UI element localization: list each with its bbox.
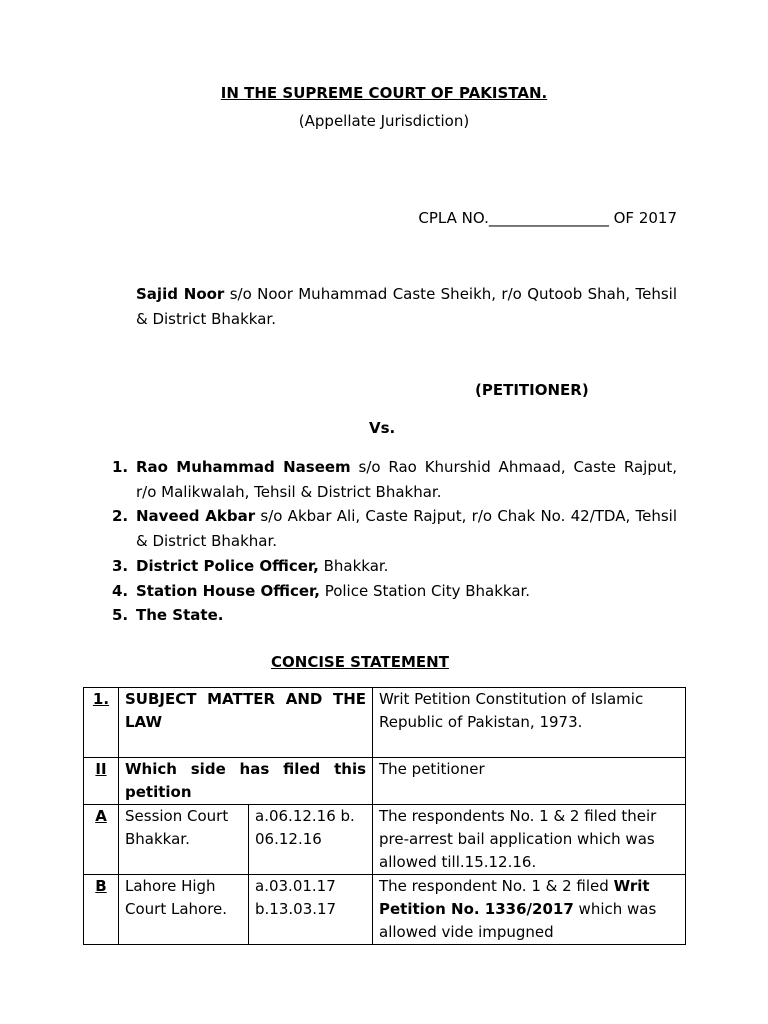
respondent-name: Rao Muhammad Naseem bbox=[136, 458, 351, 476]
writ-petition-number: Writ Petition No. 1336/2017 bbox=[379, 877, 650, 918]
row-value-text: which was allowed vide impugned bbox=[379, 900, 657, 941]
row-value bbox=[373, 875, 686, 945]
concise-statement-heading: CONCISE STATEMENT bbox=[271, 653, 449, 671]
respondent-details: Bhakkar. bbox=[318, 556, 389, 575]
petitioner-details: s/o Noor Muhammad Caste Sheikh, r/o Qutoob Shah, Tehsil & District Bhakkar. bbox=[136, 285, 677, 328]
table-row bbox=[84, 805, 686, 875]
list-item-text bbox=[136, 504, 677, 553]
list-item bbox=[112, 455, 677, 504]
respondent-details: s/o Akbar Ali, Caste Rajput, r/o Chak No. 42/TDA, Tehsil & District Bhakhar. bbox=[136, 507, 677, 551]
row-value: The petitioner bbox=[373, 758, 686, 805]
table-row bbox=[84, 875, 686, 945]
list-item-text bbox=[136, 554, 677, 579]
respondent-details: s/o Rao Khurshid Ahmaad, Caste Rajput, r/o Malikwalah, Tehsil & District Bhakhar. bbox=[136, 458, 677, 501]
row-value: The respondents No. 1 & 2 filed their pre-arrest bail application which was allowed till.15.12.16. bbox=[373, 805, 686, 875]
list-item-text bbox=[136, 603, 677, 628]
list-item bbox=[112, 504, 677, 553]
page-subtitle: (Appellate Jurisdiction) bbox=[298, 112, 470, 130]
row-court: Session Court Bhakkar. bbox=[119, 805, 249, 875]
list-item-number: 2. bbox=[112, 507, 129, 526]
versus-label: Vs. bbox=[369, 419, 396, 437]
list-item-text bbox=[136, 455, 677, 504]
list-item-number: 3. bbox=[112, 556, 129, 575]
respondent-details: Police Station City Bhakkar. bbox=[319, 581, 531, 600]
table-row bbox=[84, 758, 686, 805]
list-item-number: 4. bbox=[112, 581, 129, 600]
row-heading: SUBJECT MATTER AND THE LAW bbox=[119, 688, 373, 758]
list-item-number: 1. bbox=[112, 458, 129, 476]
respondents-list bbox=[112, 455, 677, 628]
case-number: CPLA NO.________________ OF 2017 bbox=[418, 209, 677, 227]
page-title: IN THE SUPREME COURT OF PAKISTAN. bbox=[220, 84, 548, 102]
respondent-name: District Police Officer, bbox=[136, 556, 319, 575]
row-value-text: The respondent No. 1 & 2 filed bbox=[379, 877, 614, 895]
row-heading: Which side has filed this petition bbox=[119, 758, 373, 805]
list-item-number: 5. bbox=[112, 606, 129, 625]
row-court: Lahore High Court Lahore. bbox=[119, 875, 249, 945]
row-dates: a.03.01.17 b.13.03.17 bbox=[249, 875, 373, 945]
petitioner-paragraph bbox=[136, 282, 677, 332]
concise-statement-table bbox=[83, 687, 686, 945]
list-item bbox=[112, 554, 677, 579]
row-label: II bbox=[84, 758, 119, 805]
list-item bbox=[112, 603, 677, 628]
respondent-name: Naveed Akbar bbox=[136, 507, 256, 526]
petitioner-name: Sajid Noor bbox=[136, 285, 225, 303]
petitioner-label: (PETITIONER) bbox=[475, 381, 589, 399]
list-item-text bbox=[136, 579, 677, 604]
row-value: Writ Petition Constitution of Islamic Republic of Pakistan, 1973. bbox=[373, 688, 686, 758]
row-label: B bbox=[84, 875, 119, 945]
table-row bbox=[84, 688, 686, 758]
row-label: 1. bbox=[84, 688, 119, 758]
respondent-name: The State. bbox=[136, 606, 224, 625]
list-item bbox=[112, 579, 677, 604]
row-dates: a.06.12.16 b. 06.12.16 bbox=[249, 805, 373, 875]
respondent-name: Station House Officer, bbox=[136, 581, 320, 600]
row-label: A bbox=[84, 805, 119, 875]
